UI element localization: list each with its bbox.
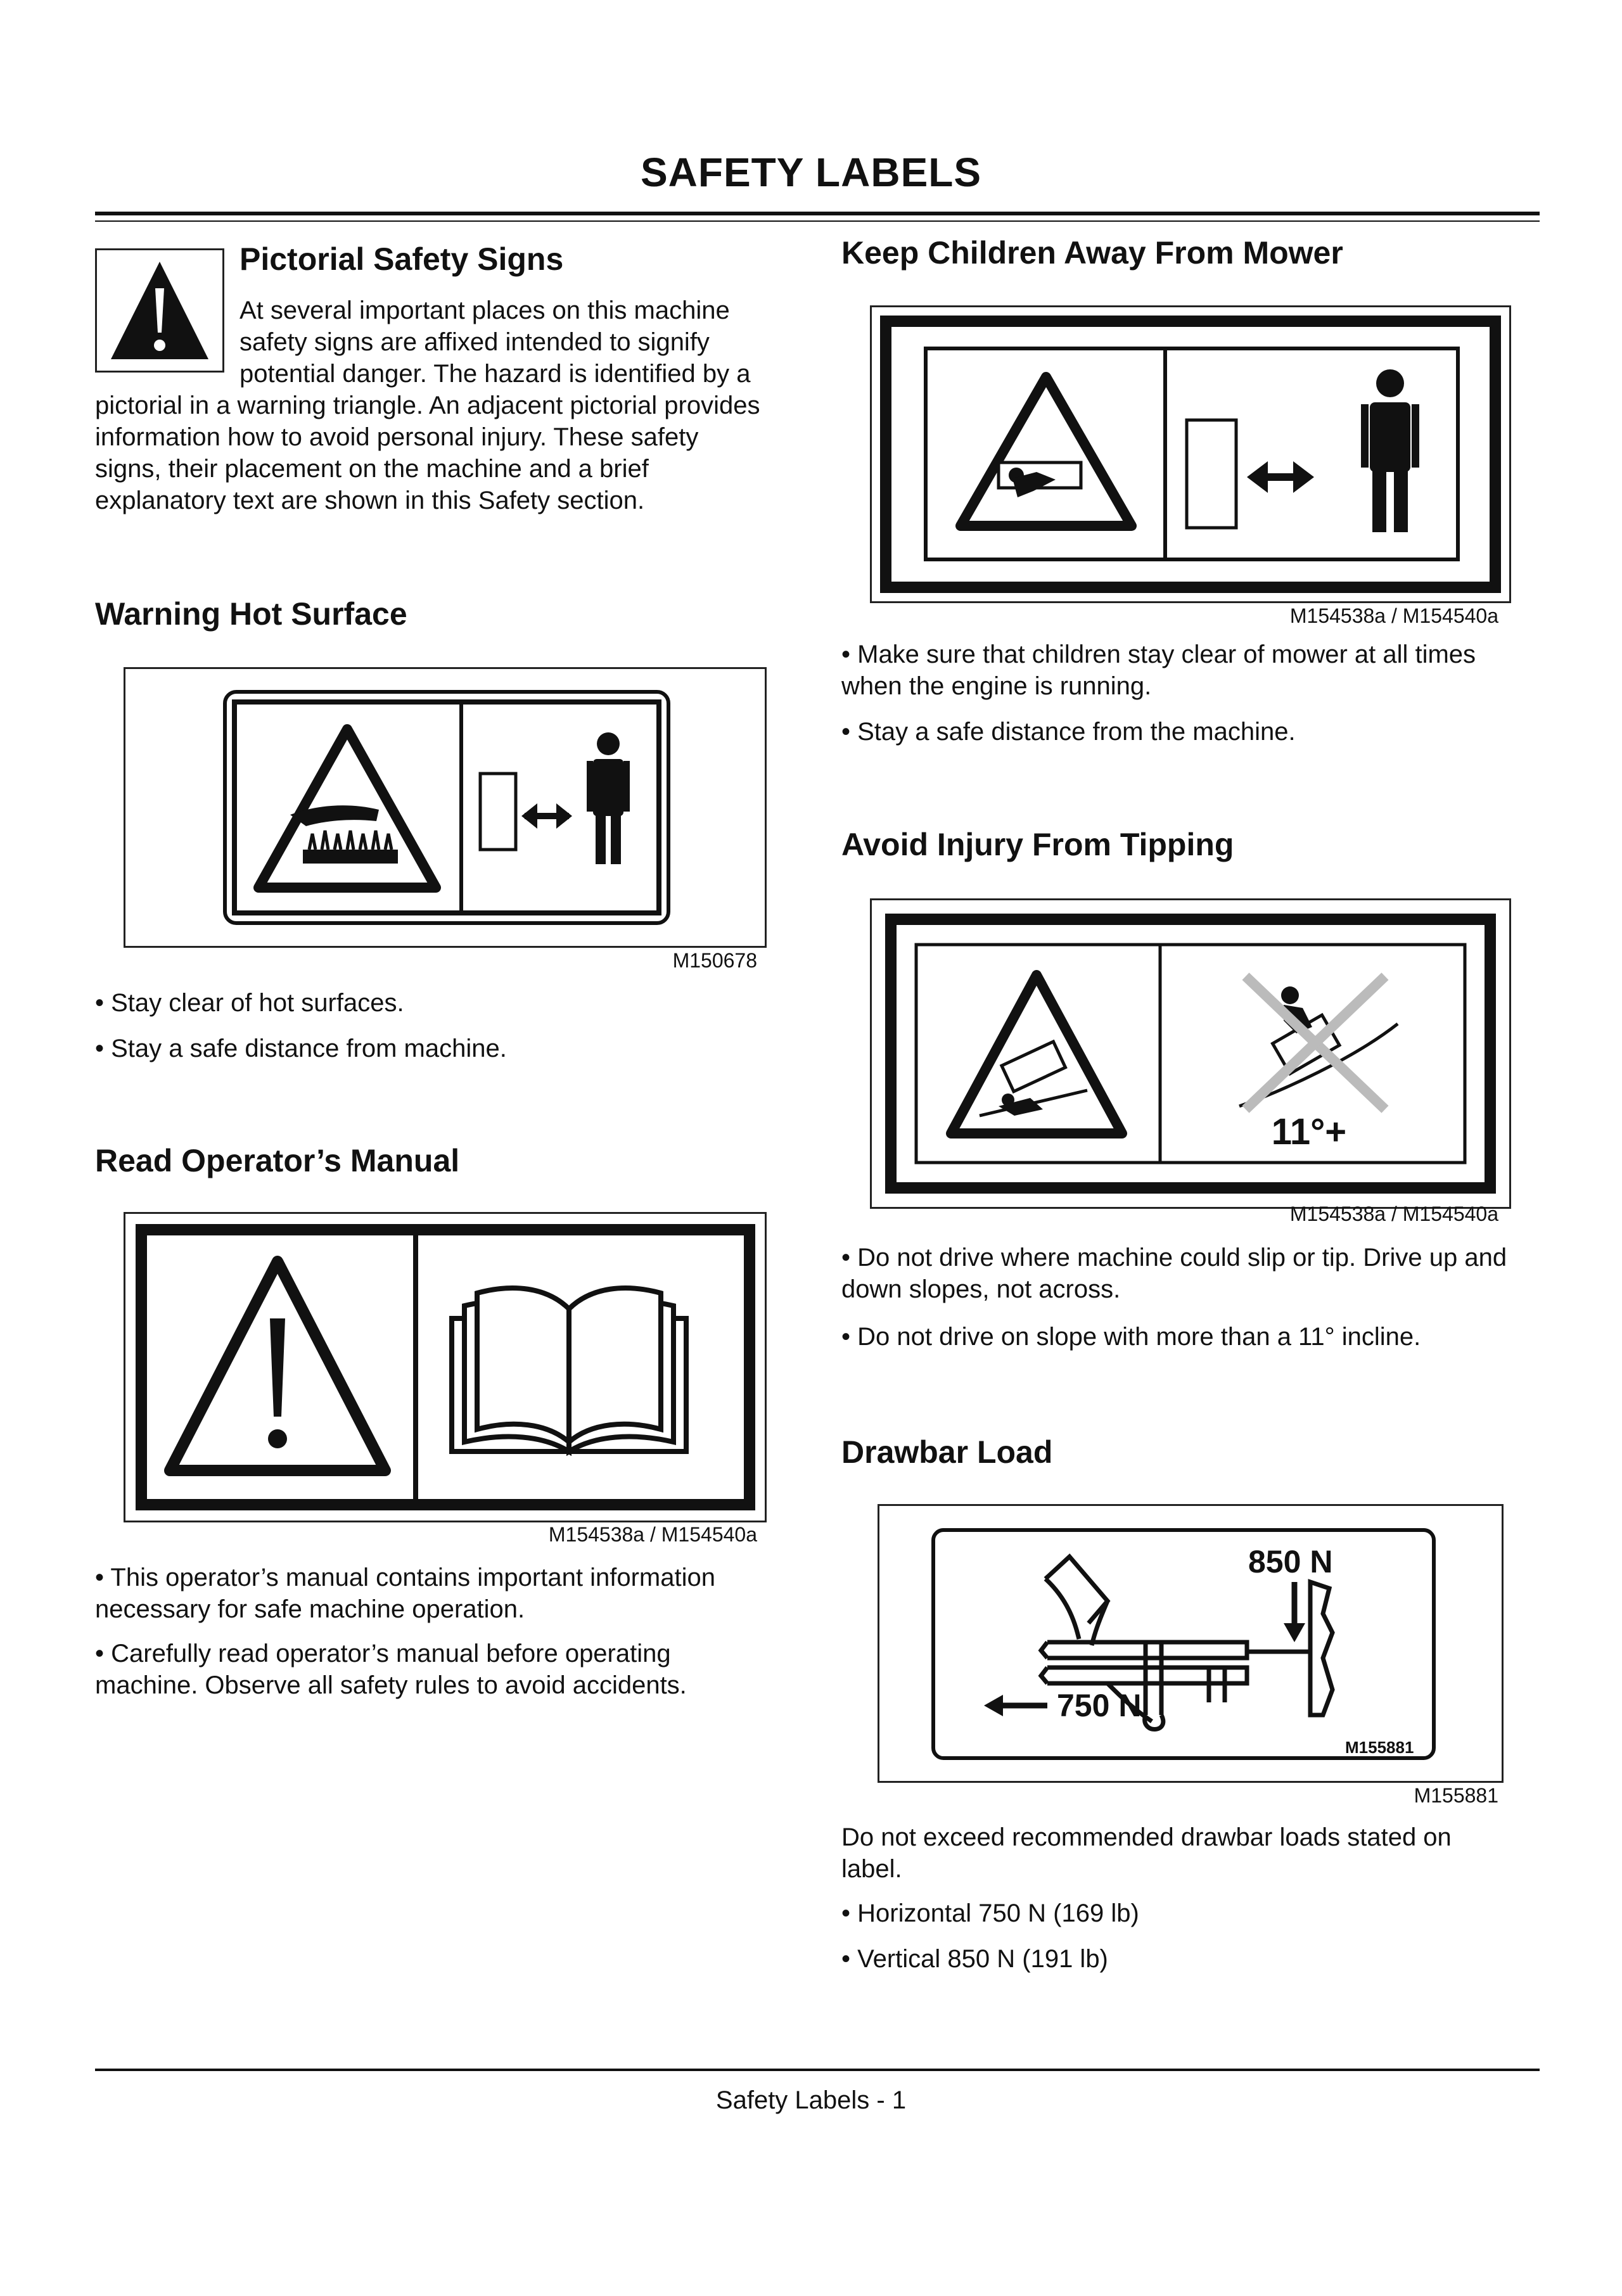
intro-text-line: explanatory text are shown in this Safety section. [95, 487, 645, 514]
tipping-bullet: down slopes, not across. [841, 1275, 1121, 1303]
intro-text-line: potential danger. The hazard is identified by a [239, 360, 751, 388]
manual-heading: Read Operator’s Manual [95, 1143, 460, 1178]
tipping-heading: Avoid Injury From Tipping [841, 827, 1234, 862]
intro-text-line: signs, their placement on the machine and a brief [95, 455, 649, 483]
label-code: M155881 [1345, 1738, 1414, 1757]
children-bullet: • Stay a safe distance from the machine. [841, 718, 1296, 746]
hot-surface-label-figure [124, 667, 767, 948]
title-rule [95, 212, 1540, 215]
horizontal-load-label: 750 N [1057, 1688, 1142, 1723]
manual-label-figure [124, 1212, 767, 1522]
children-label-figure [870, 305, 1511, 603]
machine-icon [1187, 420, 1236, 528]
tipping-caption: M154538a / M154540a [1289, 1202, 1498, 1225]
manual-bullet: • This operator’s manual contains important information [95, 1564, 715, 1591]
intro-heading: Pictorial Safety Signs [239, 241, 564, 277]
children-caption: M154538a / M154540a [1289, 604, 1498, 627]
intro-text-line: At several important places on this machine [239, 297, 730, 324]
title-rule-thin [95, 220, 1540, 222]
children-bullet: • Make sure that children stay clear of mower at all times [841, 641, 1476, 668]
intro-text-line: pictorial in a warning triangle. An adjacent pictorial provides [95, 392, 760, 419]
open-book-icon [452, 1288, 686, 1451]
vertical-load-label: 850 N [1248, 1544, 1333, 1579]
children-heading: Keep Children Away From Mower [841, 235, 1343, 271]
warning-triangle-icon [97, 250, 222, 371]
intro-text-line: information how to avoid personal injury. These safety [95, 423, 699, 451]
manual-bullet: machine. Observe all safety rules to avoid accidents. [95, 1671, 687, 1699]
manual-bullet: necessary for safe machine operation. [95, 1595, 525, 1623]
page-footer: Safety Labels - 1 [715, 2086, 907, 2114]
drawbar-label-figure [878, 1504, 1504, 1783]
children-bullet: when the engine is running. [841, 672, 1152, 700]
drawbar-text: label. [841, 1855, 902, 1883]
drawbar-text: Do not exceed recommended drawbar loads stated on [841, 1823, 1452, 1851]
footer-rule [95, 2069, 1540, 2071]
warning-sign-box [95, 248, 224, 373]
page-title: SAFETY LABELS [640, 150, 982, 195]
manual-caption: M154538a / M154540a [548, 1523, 757, 1546]
tipping-bullet: • Do not drive on slope with more than a 11° incline. [841, 1323, 1421, 1351]
angle-label: 11°+ [1271, 1111, 1347, 1152]
hot-surface-bullet: • Stay a safe distance from machine. [95, 1035, 507, 1062]
hot-surface-caption: M150678 [672, 949, 757, 972]
drawbar-heading: Drawbar Load [841, 1434, 1053, 1470]
drawbar-bullet: • Horizontal 750 N (169 lb) [841, 1899, 1139, 1927]
hot-surface-bullet: • Stay clear of hot surfaces. [95, 989, 404, 1017]
manual-bullet: • Carefully read operator’s manual before operating [95, 1640, 671, 1668]
hot-surface-heading: Warning Hot Surface [95, 596, 407, 632]
drawbar-bullet: • Vertical 850 N (191 lb) [841, 1945, 1108, 1973]
tipping-bullet: • Do not drive where machine could slip or tip. Drive up and [841, 1244, 1507, 1272]
intro-text-line: safety signs are affixed intended to signify [239, 328, 710, 356]
drawbar-caption: M155881 [1414, 1784, 1498, 1807]
tipping-label-figure [870, 898, 1511, 1209]
machine-icon [480, 774, 516, 850]
